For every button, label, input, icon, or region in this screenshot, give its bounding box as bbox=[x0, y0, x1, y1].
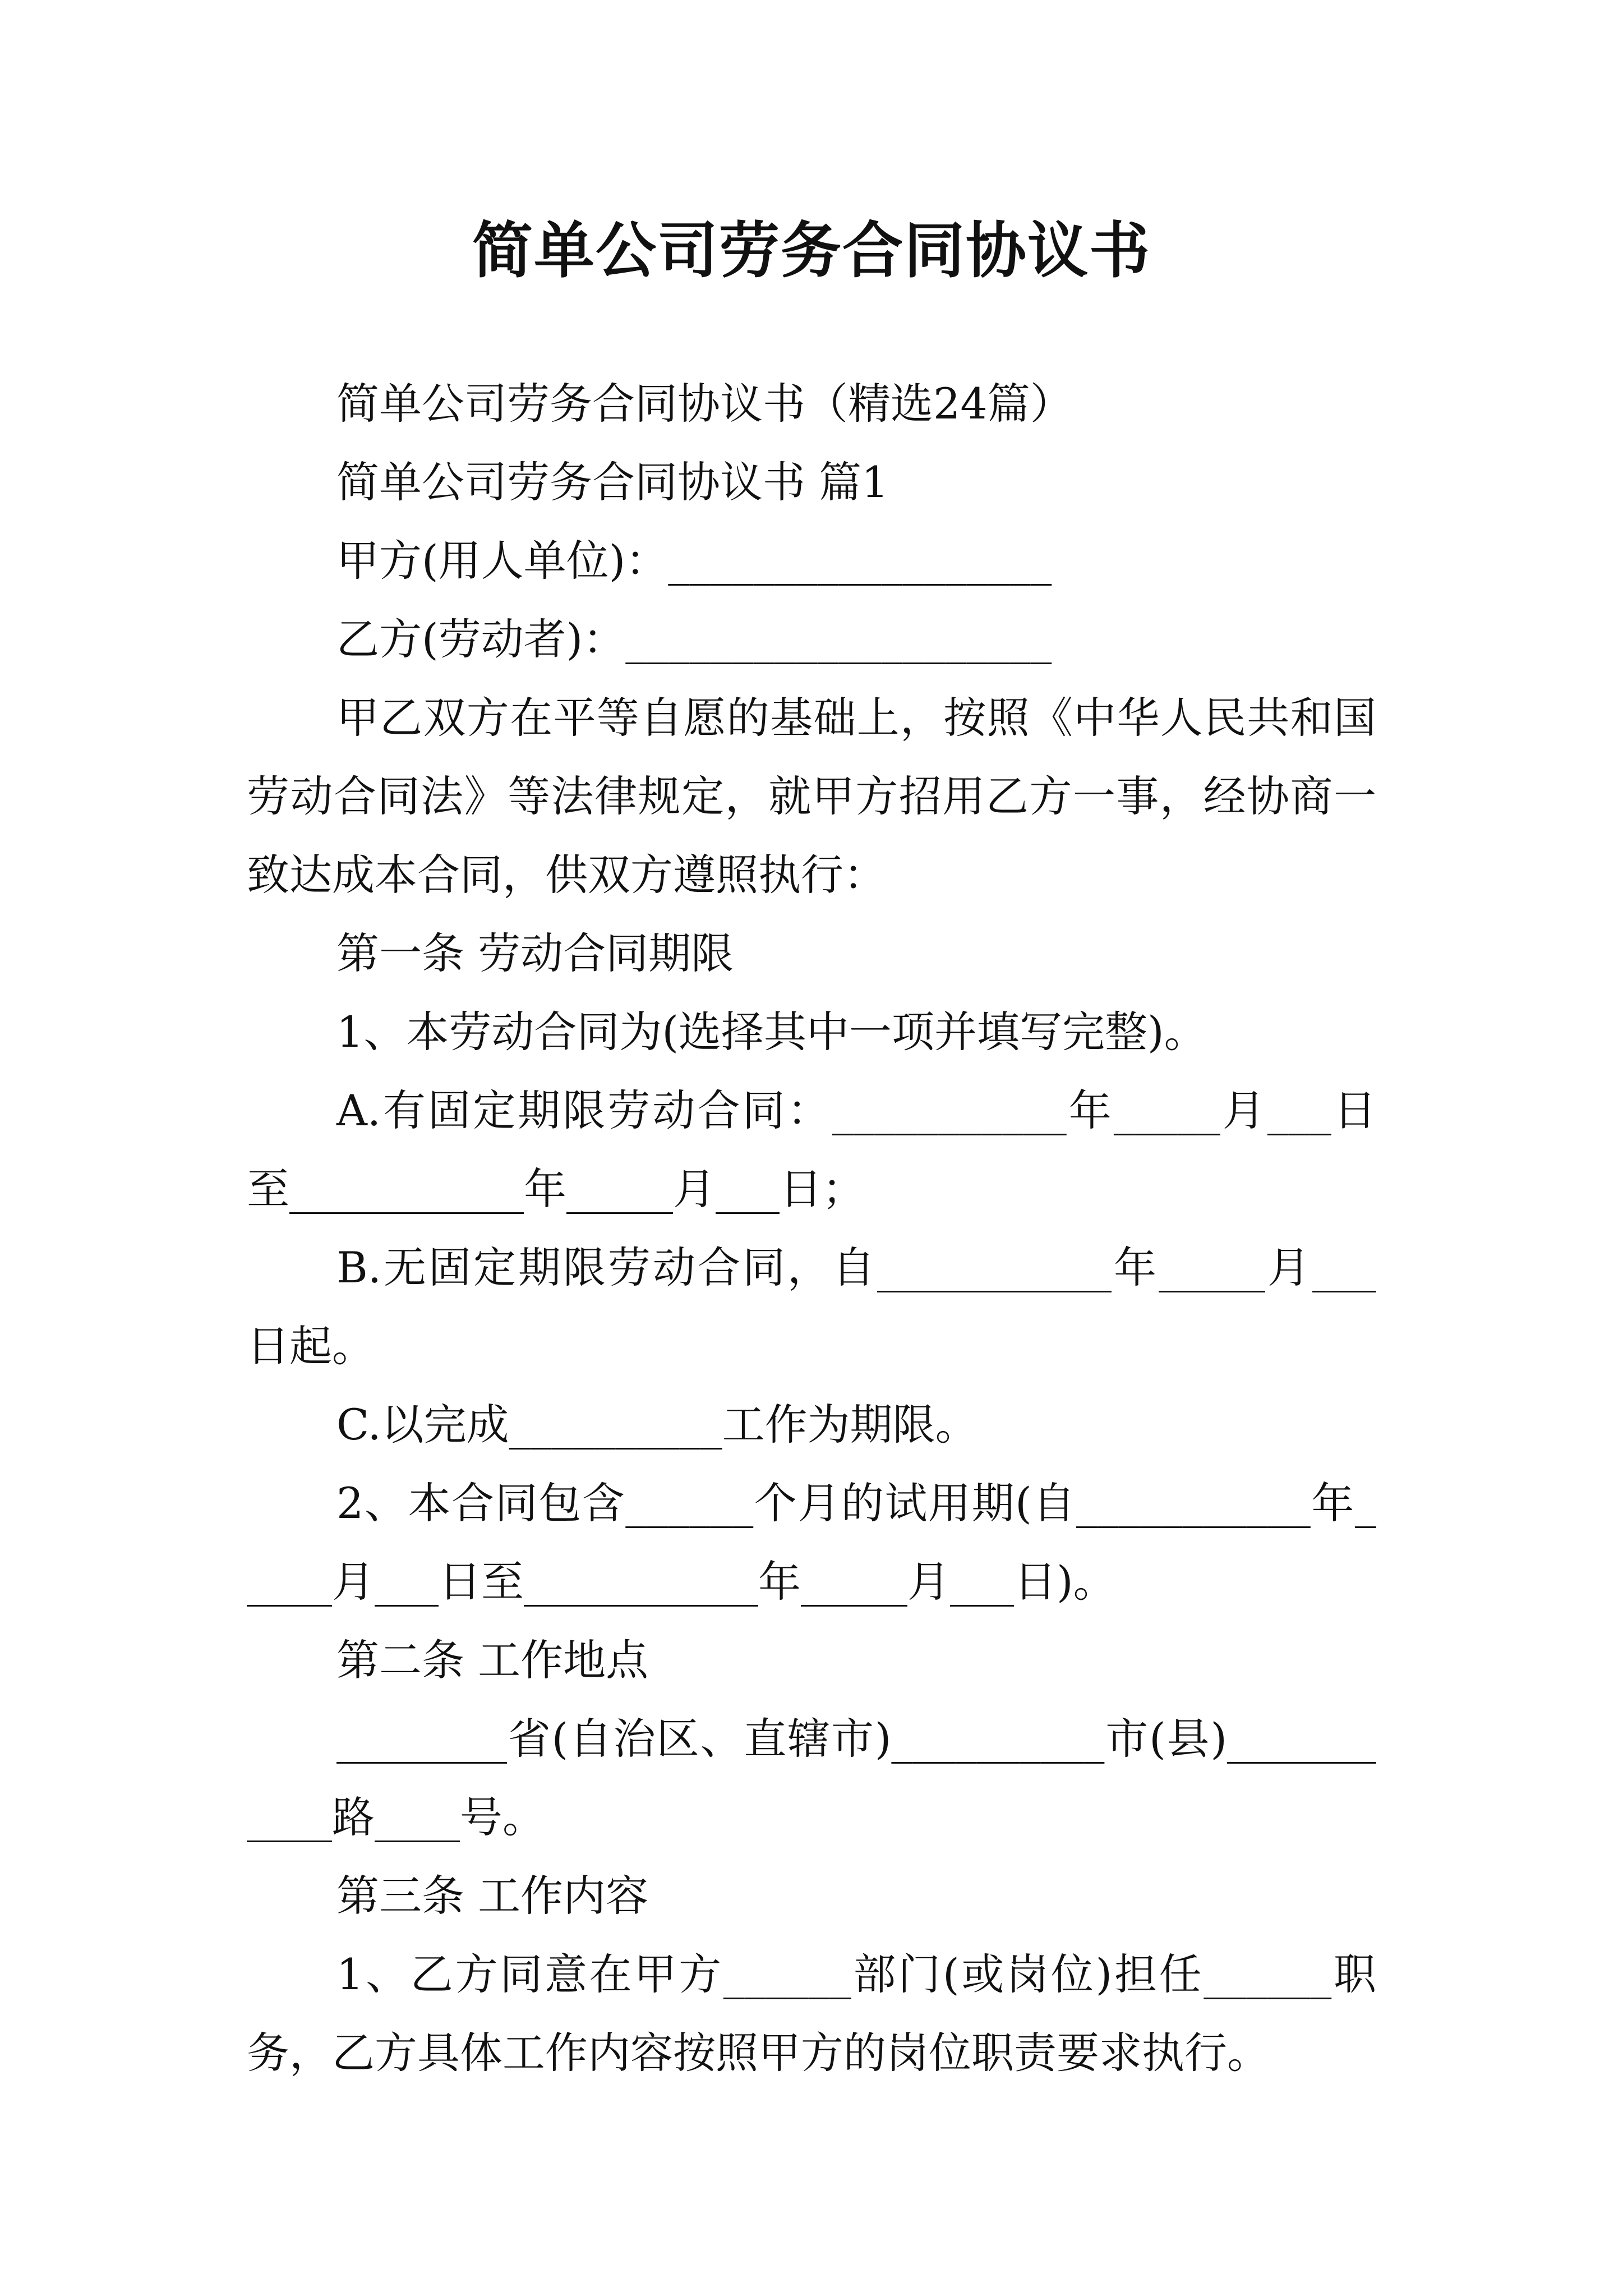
paragraph-option-c: C.以完成__________工作为期限。 bbox=[336, 1400, 978, 1450]
paragraph-party-b: 乙方(劳动者)：____________________ bbox=[336, 614, 1052, 664]
paragraph-option-b: B.无固定期限劳动合同，自___________年_____月___日起。 bbox=[247, 1243, 1376, 1371]
paragraph-work-location: ________省(自治区、直辖市)__________市(县)___________路____号。 bbox=[247, 1714, 1376, 1842]
paragraph-option-a: A.有固定期限劳动合同：___________年_____月___日至___________年_____月___日； bbox=[247, 1085, 1376, 1214]
paragraph-preamble: 甲乙双方在平等自愿的基础上，按照《中华人民共和国劳动合同法》等法律规定，就甲方招用乙方一事，经协商一致达成本合同，供双方遵照执行： bbox=[247, 693, 1376, 900]
paragraph-article-1-item-2: 2、本合同包含______个月的试用期(自___________年_____月___日至___________年_____月___日)。 bbox=[247, 1478, 1376, 1607]
paragraph-party-a: 甲方(用人单位)：__________________ bbox=[336, 536, 1052, 586]
paragraph-section-heading: 简单公司劳务合同协议书 篇1 bbox=[336, 457, 889, 507]
paragraph-article-1-item-1: 1、本劳动合同为(选择其中一项并填写完整)。 bbox=[336, 1007, 1207, 1057]
paragraph-article-3-item-1: 1、乙方同意在甲方______部门(或岗位)担任______职务，乙方具体工作内容按照甲方的岗位职责要求执行。 bbox=[247, 1949, 1376, 2078]
paragraph-article-3-heading: 第三条 工作内容 bbox=[336, 1871, 649, 1921]
document-body bbox=[247, 365, 1376, 2092]
paragraph-subtitle: 简单公司劳务合同协议书（精选24篇） bbox=[336, 379, 1073, 429]
paragraph-article-2-heading: 第二条 工作地点 bbox=[336, 1635, 649, 1685]
document-title: 简单公司劳务合同协议书 bbox=[472, 216, 1151, 286]
paragraph-article-1-heading: 第一条 劳动合同期限 bbox=[336, 928, 734, 978]
